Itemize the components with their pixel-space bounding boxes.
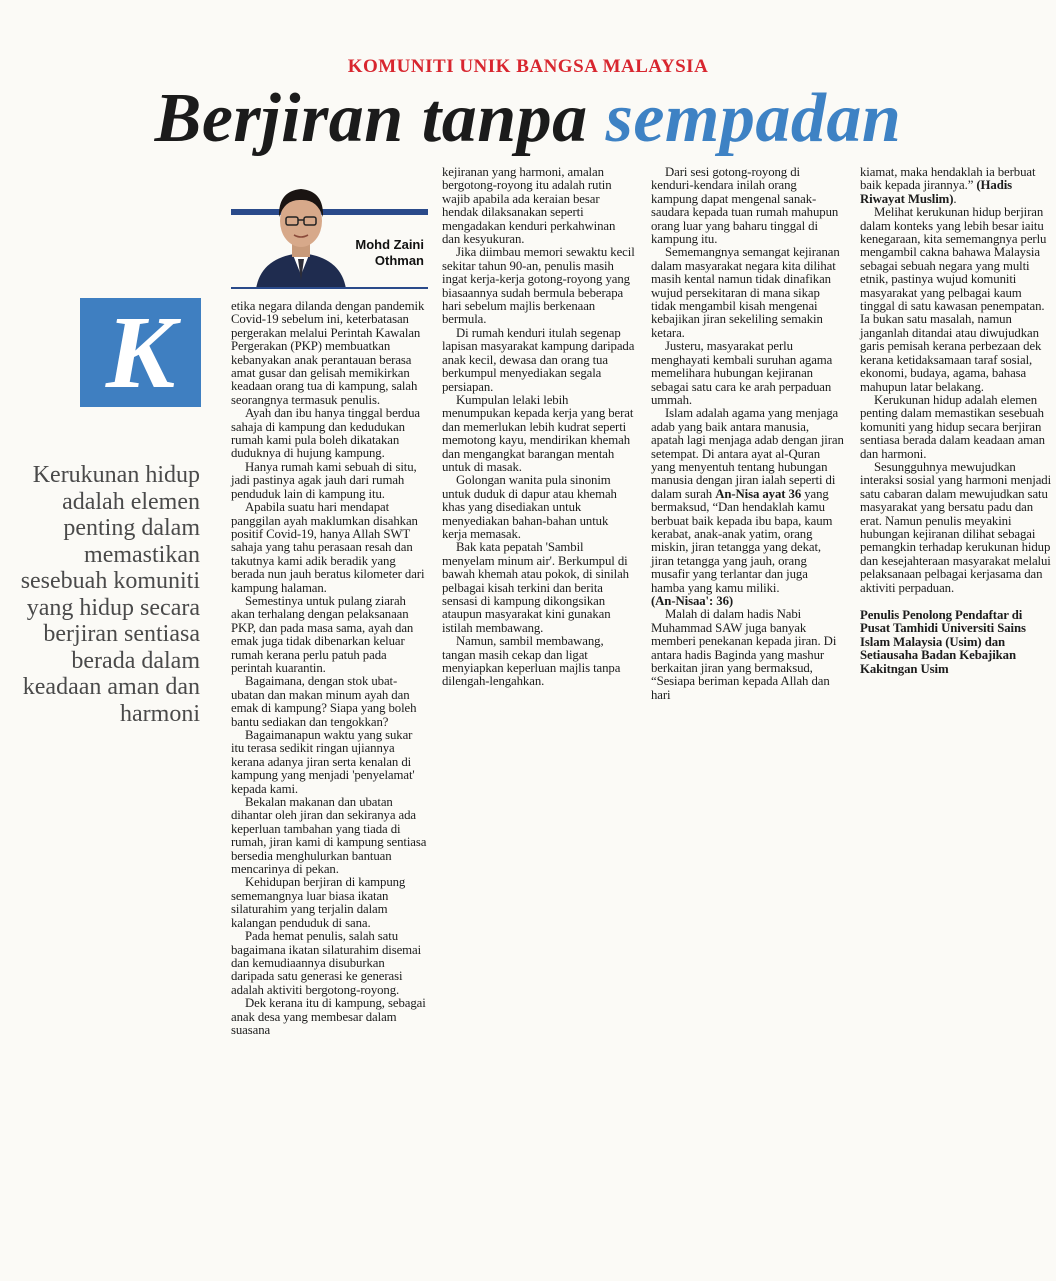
- paragraph: Di rumah kenduri itulah segenap lapisan masyarakat kampung daripada anak kecil, dewasa dan orang tua berkumpul menyediakan segala persiapan.: [442, 325, 635, 394]
- author-bio: Penulis Penolong Pendaftar di Pusat Tamhidi Universiti Sains Islam Malaysia (Usim) dan Setiausaha Badan Kebajikan Kakitngan Usim: [860, 608, 1026, 676]
- article-column-3: [651, 166, 844, 702]
- drop-cap: K: [80, 298, 201, 407]
- paragraph: Bagaimana, dengan stok ubat-ubatan dan makan minum ayah dan emak di kampung? Siapa yang boleh bantu sediakan dan tengokkan?: [231, 674, 417, 729]
- paragraph: [860, 166, 1055, 206]
- article-column-1: [231, 300, 428, 1037]
- paragraph: Dek kerana itu di kampung, sebagai anak desa yang membesar dalam suasana: [231, 996, 426, 1037]
- paragraph: Ayah dan ibu hanya tinggal berdua sahaja di kampung dan kedudukan rumah kami pula boleh dikatakan duduknya di hujung kampung.: [231, 406, 420, 461]
- paragraph: Sesungguhnya mewujudkan interaksi sosial yang harmoni menjadi satu cabaran dalam mewujudkan satu masyarakat yang bersatu padu dan erat. Namun penulis meyakini hubungan kejiranan dilihat sebagai pemangkin terhadap kerukunan hidup dan kesejahteraan masyarakat melalui pelaksanaan pelbagai kerjasama dan aktiviti perpaduan.: [860, 459, 1052, 595]
- text-run: kiamat, maka hendaklah ia berbuat baik kepada jirannya.”: [860, 165, 1036, 193]
- paragraph: Kumpulan lelaki lebih menumpukan kepada kerja yang berat dan memerlukan lebih kudrat seperti memotong kayu, mendirikan khemah dan mengangkat barangan mentah untuk di masak.: [442, 392, 634, 474]
- paragraph: Bak kata pepatah 'Sambil menyelam minum air'. Berkumpul di bawah khemah atau pokok, di sinilah pelbagai kisah terkini dan berita sensasi di kampung dikongsikan ataupun masyarakat kini gunakan istilah membawang.: [442, 540, 629, 635]
- surah-reference: An-Nisa ayat 36: [715, 486, 802, 501]
- paragraph: Pada hemat penulis, salah satu bagaimana ikatan silaturahim disemai dan kemudiaannya disuburkan daripada satu generasi ke generasi adalah aktiviti bergotong-royong.: [231, 929, 422, 997]
- paragraph: Jika diimbau memori sewaktu kecil sekitar tahun 90-an, penulis masih ingat kerja-kerja gotong-royong yang biasaannya sudah bermula beberapa hari sebelum majlis berkenaan bermula.: [442, 245, 635, 327]
- paragraph: Sememangnya semangat kejiranan dalam masyarakat negara kita dilihat masih kental namun tidak dinafikan wujud persekitaran di mana sikap tidak mengambil kisah mengenai kebajikan jiran sekeliling semakin ketara.: [651, 245, 840, 340]
- paragraph: Melihat kerukunan hidup berjiran dalam konteks yang lebih besar iaitu kenegaraan, kita sememangnya perlu mengambil cakna bahawa Malaysia sebagai sebuah negara yang multi etnik, pastinya wujud komuniti masyarakat yang pelbagai kaum tinggal di satu kawasan penempatan. Ia bukan satu masalah, namun janganlah ditandai atau diwujudkan garis pemisah kerana perbezaan dek kerana ketidaksamaan taraf sosial, ekonomi, budaya, agama, bahasa mahupun latar belakang.: [860, 205, 1047, 394]
- section-kicker: KOMUNITI UNIK BANGSA MALAYSIA: [347, 56, 709, 77]
- paragraph: Kehidupan berjiran di kampung sememangnya luar biasa ikatan silaturahim yang terjalin dalam kalangan penduduk di sana.: [231, 875, 406, 930]
- paragraph: Hanya rumah kami sebuah di situ, jadi pastinya agak jauh dari rumah penduduk lain di kampung itu.: [231, 459, 417, 501]
- author-photo: [251, 169, 351, 289]
- paragraph: [651, 407, 844, 608]
- text-run: yang bermaksud, “Dan hendaklah kamu berbuat baik kepada ibu bapa, kaum kerabat, anak-anak yatim, orang miskin, jiran tetangga yang dekat, jiran tetangga yang jauh, orang musafir yang terlantar dan juga hamba yang kamu miliki.: [651, 486, 833, 595]
- headline-part2: sempadan: [605, 80, 902, 157]
- article-column-2: [442, 166, 635, 689]
- headline-part1: Berjiran tanpa: [154, 80, 588, 157]
- paragraph: Dari sesi gotong-royong di kenduri-kendara inilah orang kampung dapat mengenal sanak-saudara kepada tuan rumah mahupun orang luar yang baharu tinggal di kampung itu.: [651, 165, 839, 247]
- paragraph: Semestinya untuk pulang ziarah akan terhalang dengan pelaksanaan PKP, dan pada masa sama, ayah dan emak juga tidak dibenarkan keluar rumah kerana perlu patuh pada perintah kuarantin.: [231, 593, 414, 675]
- paragraph: Malah di dalam hadis Nabi Muhammad SAW juga banyak memberi penekanan kepada jiran. Di antara hadis Baginda yang mashur berkaitan jiran yang bermaksud, “Sesiapa beriman kepada Allah dan hari: [651, 607, 837, 702]
- paragraph: Bagaimanapun waktu yang sukar itu terasa sedikit ringan ujiannya kerana adanya jiran serta kenalan di kampung yang menjadi 'penyelamat' kepada kami.: [231, 728, 415, 796]
- text-run: .: [953, 191, 957, 206]
- author-block: [231, 167, 428, 289]
- author-name-line2: Othman: [374, 253, 424, 268]
- author-rule: [231, 287, 428, 289]
- article-column-4: [860, 166, 1055, 676]
- pull-quote: Kerukunan hidup adalah elemen penting dalam memastikan sesebuah komuniti yang hidup secara berjiran sentiasa berada dalam keadaan aman dan harmoni: [20, 462, 200, 727]
- paragraph: Bekalan makanan dan ubatan dihantar oleh jiran dan sekiranya ada keperluan tambahan yang tiada di rumah, jiran kami di kampung sentiasa bersedia menghulurkan bantuan mencarinya di pekan.: [231, 795, 427, 877]
- paragraph: Golongan wanita pula sinonim untuk duduk di dapur atau khemah khas yang disediakan untuk menyediakan bahan-bahan untuk kerja memasak.: [442, 473, 617, 541]
- paragraph: etika negara dilanda dengan pandemik Covid-19 sebelum ini, keterbatasan pergerakan melalui Perintah Kawalan Pergerakan (PKP) membuatkan kebanyakan anak perantauan berasa amat gusar dan gelisah memikirkan keadaan orang tua di kampung, salah seorangnya termasuk penulis.: [231, 299, 425, 407]
- paragraph: Namun, sambil membawang, tangan masih cekap dan ligat menyiapkan keperluan majlis tanpa dilengah-lengahkan.: [442, 634, 621, 689]
- paragraph: Kerukunan hidup adalah elemen penting dalam memastikan sesebuah komuniti yang hidup secara berjiran sentiasa berada dalam keadaan aman dan harmoni.: [860, 392, 1045, 461]
- paragraph: kejiranan yang harmoni, amalan bergotong-royong itu adalah rutin wajib apabila ada keraian besar hendak dilaksanakan seperti mengadakan kenduri perkahwinan dan kesyukuran.: [442, 165, 616, 247]
- paragraph: Justeru, masyarakat perlu menghayati kembali suruhan agama memelihara hubungan kejiranan sebagai satu cara ke arah perpaduan ummah.: [651, 339, 833, 407]
- author-name-line1: Mohd Zaini: [355, 237, 424, 252]
- verse-citation: (An-Nisaa': 36): [651, 594, 734, 608]
- hadith-citation: (Hadis Riwayat Muslim): [860, 178, 1013, 206]
- author-name: [324, 237, 424, 269]
- text-run: Islam adalah agama yang menjaga adab yang baik antara manusia, apatah lagi menjaga adab dengan jiran setempat. Di antara ayat al-Quran yang menyentuh tentang hubungan manusia dengan jiran ialah seperti di dalam surah: [651, 406, 844, 501]
- paragraph: Apabila suatu hari mendapat panggilan ayah maklumkan disahkan positif Covid-19, hanya Allah SWT sahaja yang tahu perasaan resah dan takutnya kami adik beradik yang berada nun jauh beratus kilometer dari kampung halaman.: [231, 500, 425, 595]
- headline: [0, 76, 1056, 162]
